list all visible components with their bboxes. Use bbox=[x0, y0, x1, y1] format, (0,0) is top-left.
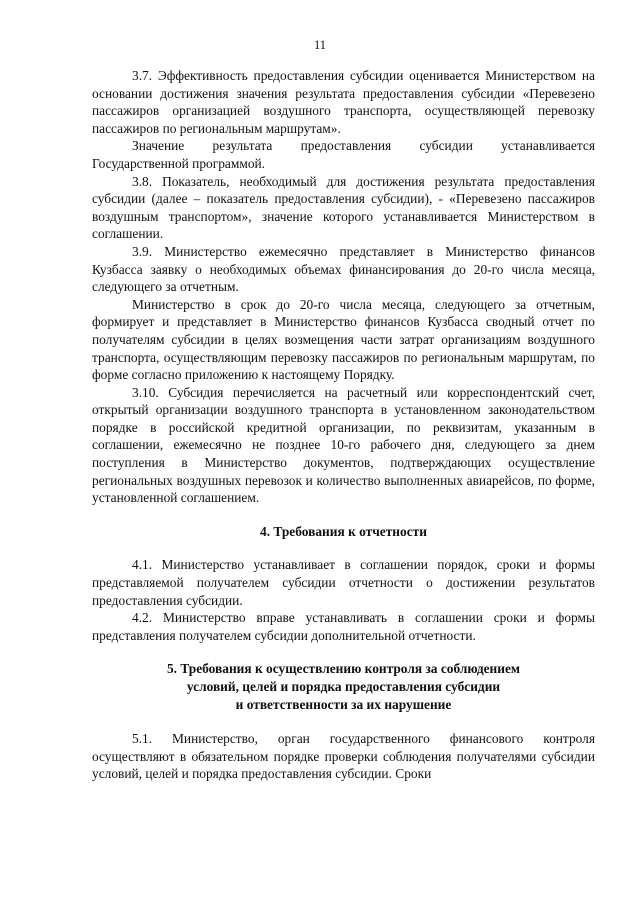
paragraph-4-2: 4.2. Министерство вправе устанавливать в соглашении сроки и формы представления получателем субсидии дополнительной отчетности. bbox=[92, 610, 595, 643]
paragraph-3-7-value: Значение результата предоставления субсидии устанавливается Государственной программой. bbox=[92, 138, 595, 171]
paragraph-3-9: 3.9. Министерство ежемесячно представляет в Министерство финансов Кузбасса заявку о необходимых объемах финансирования до 20-го числа месяца, следующего за отчетным. bbox=[92, 243, 595, 295]
section-5-heading-line-1: 5. Требования к осуществлению контроля за соблюдением bbox=[166, 661, 521, 677]
paragraph-4-1: 4.1. Министерство устанавливает в соглашении порядок, сроки и формы представляемой получателем субсидии отчетности о достижении результатов предоставления субсидии. bbox=[92, 557, 595, 608]
section-5-heading-line-2: условий, целей и порядка предоставления субсидии bbox=[186, 679, 501, 694]
paragraph-5-1: 5.1. Министерство, орган государственного финансового контроля осуществляют в обязательном порядке проверки соблюдения получателями субсидии условий, целей и порядка предоставления субсидии. Сроки bbox=[92, 731, 595, 782]
paragraph-3-8: 3.8. Показатель, необходимый для достижения результата предоставления субсидии (далее – показатель предоставления субсидии), - «Перевезено пассажиров воздушным транспортом», значение которого устанавливается Министерством в соглашении. bbox=[92, 173, 595, 242]
section-5-heading-line-3: и ответственности за их нарушение bbox=[235, 696, 452, 712]
section-4-heading: 4. Требования к отчетности bbox=[260, 523, 427, 539]
document-body bbox=[92, 67, 595, 783]
page-number: 11 bbox=[313, 38, 327, 52]
paragraph-3-10: 3.10. Субсидия перечисляется на расчетный или корреспондентский счет, открытый организации воздушного транспорта в установленном законодательством порядке в российской кредитной организации, по реквизитам, указанным в соглашении, ежемесячно не позднее 10-го рабочего дня, следующего за днем поступления в Министерство документов, подтверждающих осуществление региональных воздушных перевозок и количество выполненных авиарейсов, по форме, установленной соглашением. bbox=[92, 384, 595, 506]
paragraph-3-9-report: Министерство в срок до 20-го числа месяца, следующего за отчетным, формирует и представляет в Министерство финансов Кузбасса сводный отчет по получателям субсидии в целях возмещения части затрат организациям воздушного транспорта, осуществляющим перевозку пассажиров по региональным маршрутам, по форме согласно приложению к настоящему Порядку. bbox=[92, 296, 595, 383]
paragraph-3-7: 3.7. Эффективность предоставления субсидии оценивается Министерством на основании достижения значения результата предоставления субсидии «Перевезено пассажиров организацией воздушного транспорта, осуществляющей перевозку пассажиров по региональным маршрутам». bbox=[92, 68, 595, 136]
